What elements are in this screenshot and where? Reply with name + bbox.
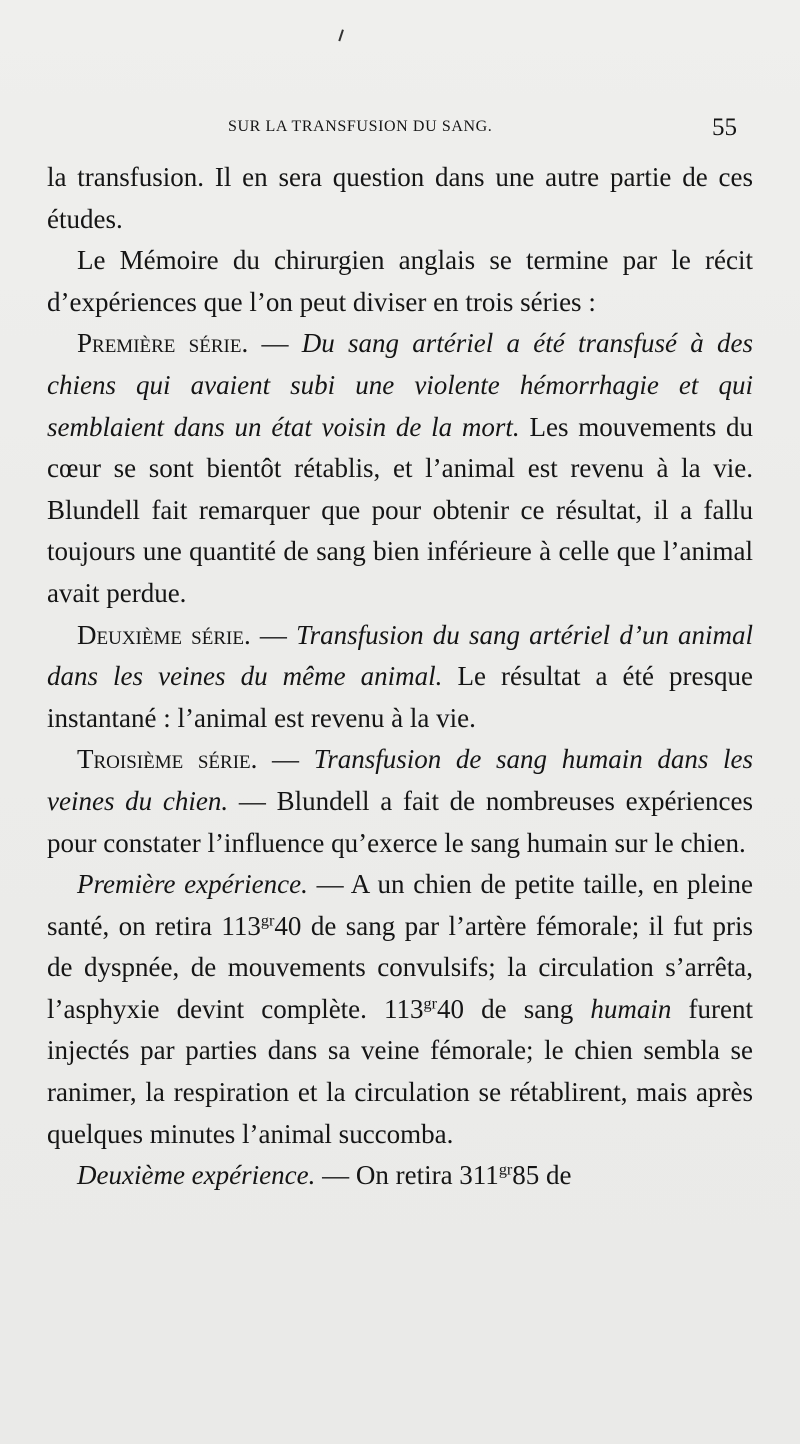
paragraph-premiere-serie bbox=[47, 323, 753, 614]
italic-phrase: Transfusion de sang humain dans les veines du chien. bbox=[47, 744, 754, 816]
unit-superscript: gr bbox=[423, 994, 438, 1013]
paragraph-text: — Blundell a fait de nombreuses expériences pour constater l’influence qu’exerce le sang humain sur le chien. bbox=[47, 785, 753, 858]
paragraph-2: Le Mémoire du chirurgien anglais se termine par le récit d’expériences que l’on peut diviser en trois séries : bbox=[47, 245, 753, 317]
page-number: 55 bbox=[712, 114, 737, 141]
paragraph-text: — A un chien de petite taille, en pleine santé, on retira 113 bbox=[47, 869, 753, 941]
series-label: Troisième série. bbox=[77, 744, 258, 775]
body-text bbox=[47, 157, 753, 1197]
paragraph-text: 85 de bbox=[512, 1160, 572, 1191]
series-label: Première série. bbox=[77, 328, 249, 359]
em-dash: — bbox=[257, 744, 314, 775]
experiment-label: Première expérience. bbox=[77, 869, 308, 900]
italic-phrase: Du sang artériel a été transfusé à des chiens qui avaient subi une violente hémorrhagie et qui semblaient dans un état voisin de la mort. bbox=[47, 328, 754, 442]
unit-superscript: gr bbox=[260, 910, 275, 929]
paragraph-text: 40 de sang bbox=[437, 993, 591, 1024]
paragraph-text: Les mouvements du cœur se sont bientôt rétablis, et l’animal est revenu à la vie. Blundell fait remarquer que pour obtenir ce résultat, il a fallu toujours une quantité de sang bien inférieure à celle que l’animal avait perdue. bbox=[47, 411, 753, 608]
ink-speck bbox=[338, 29, 347, 42]
paragraph-deuxieme-serie bbox=[47, 615, 753, 740]
series-label: Deuxième série. bbox=[77, 619, 251, 650]
em-dash: — bbox=[248, 328, 302, 359]
italic-word: humain bbox=[590, 993, 672, 1024]
paragraph-1: la transfusion. Il en sera question dans une autre partie de ces études. bbox=[47, 162, 753, 234]
paragraph-text: 40 de sang par l’artère fémorale; il fut pris de dyspnée, de mouvements convulsifs; la circulation s’arrêta, l’asphyxie devint complète. 113 bbox=[47, 910, 754, 1024]
page-header bbox=[0, 114, 800, 142]
running-title: SUR LA TRANSFUSION DU SANG. bbox=[228, 118, 493, 135]
paragraph-text: — On retira 311 bbox=[315, 1160, 499, 1191]
paragraph-text: furent injectés par parties dans sa veine fémorale; le chien sembla se ranimer, la respiration et la circulation se rétablirent, mais après quelques minutes l’animal succomba. bbox=[47, 993, 753, 1149]
paragraph-deuxieme-experience bbox=[47, 1155, 753, 1197]
paragraph-premiere-experience bbox=[47, 864, 753, 1155]
experiment-label: Deuxième expérience. bbox=[77, 1160, 316, 1191]
paragraph-troisieme-serie bbox=[47, 739, 753, 864]
paragraph-text: Le résultat a été presque instantané : l’animal est revenu à la vie. bbox=[47, 661, 753, 733]
em-dash: — bbox=[250, 619, 297, 650]
unit-superscript: gr bbox=[498, 1160, 513, 1179]
italic-phrase: Transfusion du sang artériel d’un animal dans les veines du même animal. bbox=[47, 619, 753, 692]
